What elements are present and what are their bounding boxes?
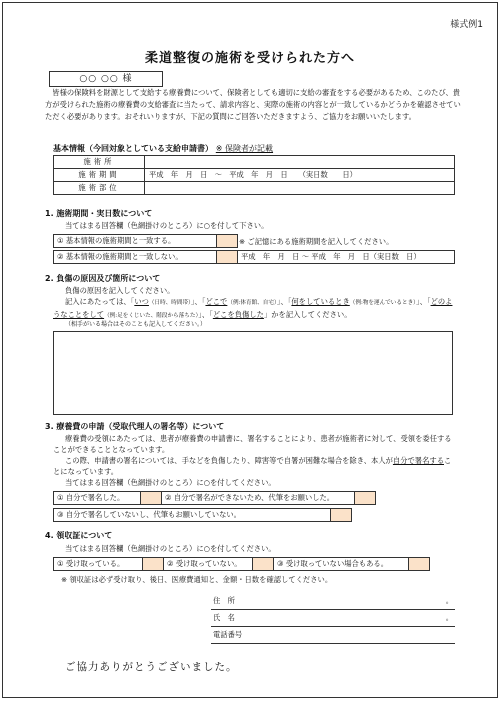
section1-period-field[interactable]: 平成 年 月 日 ～ 平成 年 月 日（実日数 日） bbox=[238, 251, 455, 264]
para2-underlined: 自分で署名する bbox=[392, 456, 444, 465]
guidance-where-example: （例:体育館、自宅） bbox=[227, 300, 277, 306]
section4-options-row bbox=[53, 557, 430, 571]
guidance-doing: 何をしているとき bbox=[291, 297, 350, 306]
section3-answer1-cell[interactable] bbox=[141, 492, 162, 505]
section1-answer2-cell[interactable] bbox=[217, 251, 238, 264]
intro-paragraph: 皆様の保険料を財源として支給する療養費について、保険者としても適切に支給の審査をする必要があるため、このたび、貴方が受けられた施術の療養費の支給審査に当たって、請求内容と、実際の施術の内容とが一致しているかどうかを確認させていただく必要があります。おそれいりますが、下記の質問にご回答いただきますよう、ご協力をお願いいたします。 bbox=[45, 88, 461, 121]
guidance-text: 」かを記入してください。 bbox=[263, 310, 352, 319]
section3-instruction: 当てはまる回答欄（色網掛けのところ）に○を付してください。 bbox=[65, 478, 276, 487]
closing-message: ご協力ありがとうございました。 bbox=[65, 661, 238, 673]
guidance-text: 記入にあたっては、「 bbox=[65, 297, 135, 306]
guidance-injured: どこを負傷した bbox=[212, 310, 264, 319]
signature-block bbox=[211, 593, 455, 644]
injury-cause-textarea[interactable] bbox=[53, 331, 453, 415]
name-field[interactable]: 。 bbox=[259, 610, 455, 627]
basic-info-label: 施術部位 bbox=[54, 182, 145, 195]
guidance-text: 」、「 bbox=[276, 297, 292, 306]
para2-text-end: ことになっています。 bbox=[53, 456, 452, 476]
section4-answer3-cell[interactable] bbox=[409, 558, 430, 571]
basic-info-value[interactable] bbox=[145, 156, 455, 169]
section2-note: （相手がいる場合はそのことも記入してください。） bbox=[65, 321, 207, 328]
document-title: 柔道整復の施術を受けられた方へ bbox=[144, 51, 355, 66]
basic-info-note: ※ 保険者が記載 bbox=[215, 144, 274, 153]
section4-option1: ① 受け取っている。 bbox=[54, 558, 143, 571]
section4-option2: ② 受け取っていない。 bbox=[164, 558, 253, 571]
section2-heading: 2. 負傷の原因及び箇所について bbox=[45, 274, 161, 283]
section3-heading: 3. 療養費の申請（受取代理人の署名等）について bbox=[45, 422, 225, 431]
section1-heading: 1. 施術期間・実日数について bbox=[45, 209, 153, 218]
address-label: 住 所 bbox=[211, 593, 259, 610]
phone-field[interactable] bbox=[259, 627, 455, 644]
guidance-text: 」、「 bbox=[190, 297, 206, 306]
section4-note: ※ 領収証は必ず受け取り、後日、医療費通知と、金額・日数を確認してください。 bbox=[61, 575, 333, 584]
form-page bbox=[2, 2, 498, 698]
section1-option1: ① 基本情報の施術期間と一致する。 bbox=[54, 235, 217, 248]
section1-option1-note: ※ ご記憶にある施術期間を記入してください。 bbox=[239, 237, 394, 246]
section4-answer1-cell[interactable] bbox=[143, 558, 164, 571]
signature-row bbox=[211, 610, 455, 627]
section3-option2: ② 自分で署名ができないため、代筆をお願いした。 bbox=[162, 492, 355, 505]
table-row bbox=[54, 182, 455, 195]
section3-answer2-cell[interactable] bbox=[355, 492, 376, 505]
guidance-where: どこで bbox=[205, 297, 228, 306]
guidance-how-example: （例:足をくじいた、階段から落ちた） bbox=[104, 313, 199, 319]
table-row bbox=[54, 156, 455, 169]
guidance-text: 」、「 bbox=[415, 297, 431, 306]
section3-options-row1 bbox=[53, 491, 376, 505]
basic-info-heading bbox=[53, 143, 273, 154]
section4-option3: ③ 受け取っていない場合もある。 bbox=[274, 558, 409, 571]
guidance-how: どのようなことをして bbox=[53, 297, 453, 319]
section1-answer1-cell[interactable] bbox=[217, 235, 238, 248]
basic-info-label: 施術期間 bbox=[54, 169, 145, 182]
signature-row bbox=[211, 627, 455, 644]
section1-instruction: 当てはまる回答欄（色網掛けのところ）に○を付して下さい。 bbox=[65, 221, 269, 230]
guidance-text: 」、「 bbox=[198, 310, 213, 319]
section2-line1: 負傷の原因を記入してください。 bbox=[65, 286, 175, 295]
section4-heading: 4. 領収証について bbox=[45, 531, 113, 540]
basic-info-value[interactable]: 平成 年 月 日 ～ 平成 年 月 日 （実日数 日） bbox=[145, 169, 455, 182]
section3-para1: 療養費の受領にあたっては、患者が療養費の申請書に、署名することにより、患者が施術者に対して、受領を委任することができることとなっています。 bbox=[53, 434, 452, 454]
basic-info-label: 施術所 bbox=[54, 156, 145, 169]
phone-label: 電話番号 bbox=[211, 627, 259, 644]
para2-text: この際、申請書の署名については、手などを負傷したり、障害等で自署が困難な場合を除き、本人が bbox=[65, 456, 393, 465]
section3-para2 bbox=[53, 455, 457, 477]
guidance-doing-example: （例:物を運んでいるとき） bbox=[349, 300, 416, 306]
section3-options-row2 bbox=[53, 508, 352, 522]
section1-option2-table bbox=[53, 250, 455, 264]
recipient-name-box: ○○ ○○ 様 bbox=[49, 71, 163, 87]
name-label: 氏 名 bbox=[211, 610, 259, 627]
section4-answer2-cell[interactable] bbox=[253, 558, 274, 571]
basic-info-value[interactable] bbox=[145, 182, 455, 195]
section3-option1: ① 自分で署名した。 bbox=[54, 492, 141, 505]
section3-answer3-cell[interactable] bbox=[331, 509, 352, 522]
form-number: 様式例1 bbox=[450, 20, 483, 30]
section4-instruction: 当てはまる回答欄（色網掛けのところ）に○を付してください。 bbox=[65, 544, 276, 553]
guidance-when: いつ bbox=[134, 297, 149, 306]
guidance-when-example: （日時、時間帯） bbox=[148, 300, 191, 306]
signature-row bbox=[211, 593, 455, 610]
section1-option2: ② 基本情報の施術期間と一致しない。 bbox=[54, 251, 217, 264]
section1-option1-table bbox=[53, 234, 238, 248]
basic-info-table bbox=[53, 155, 455, 195]
address-field[interactable]: 。 bbox=[259, 593, 455, 610]
section3-option3: ③ 自分で署名していないし、代筆もお願いしていない。 bbox=[54, 509, 331, 522]
basic-info-title: 基本情報（今回対象としている支給申請書） bbox=[53, 144, 213, 153]
table-row bbox=[54, 169, 455, 182]
